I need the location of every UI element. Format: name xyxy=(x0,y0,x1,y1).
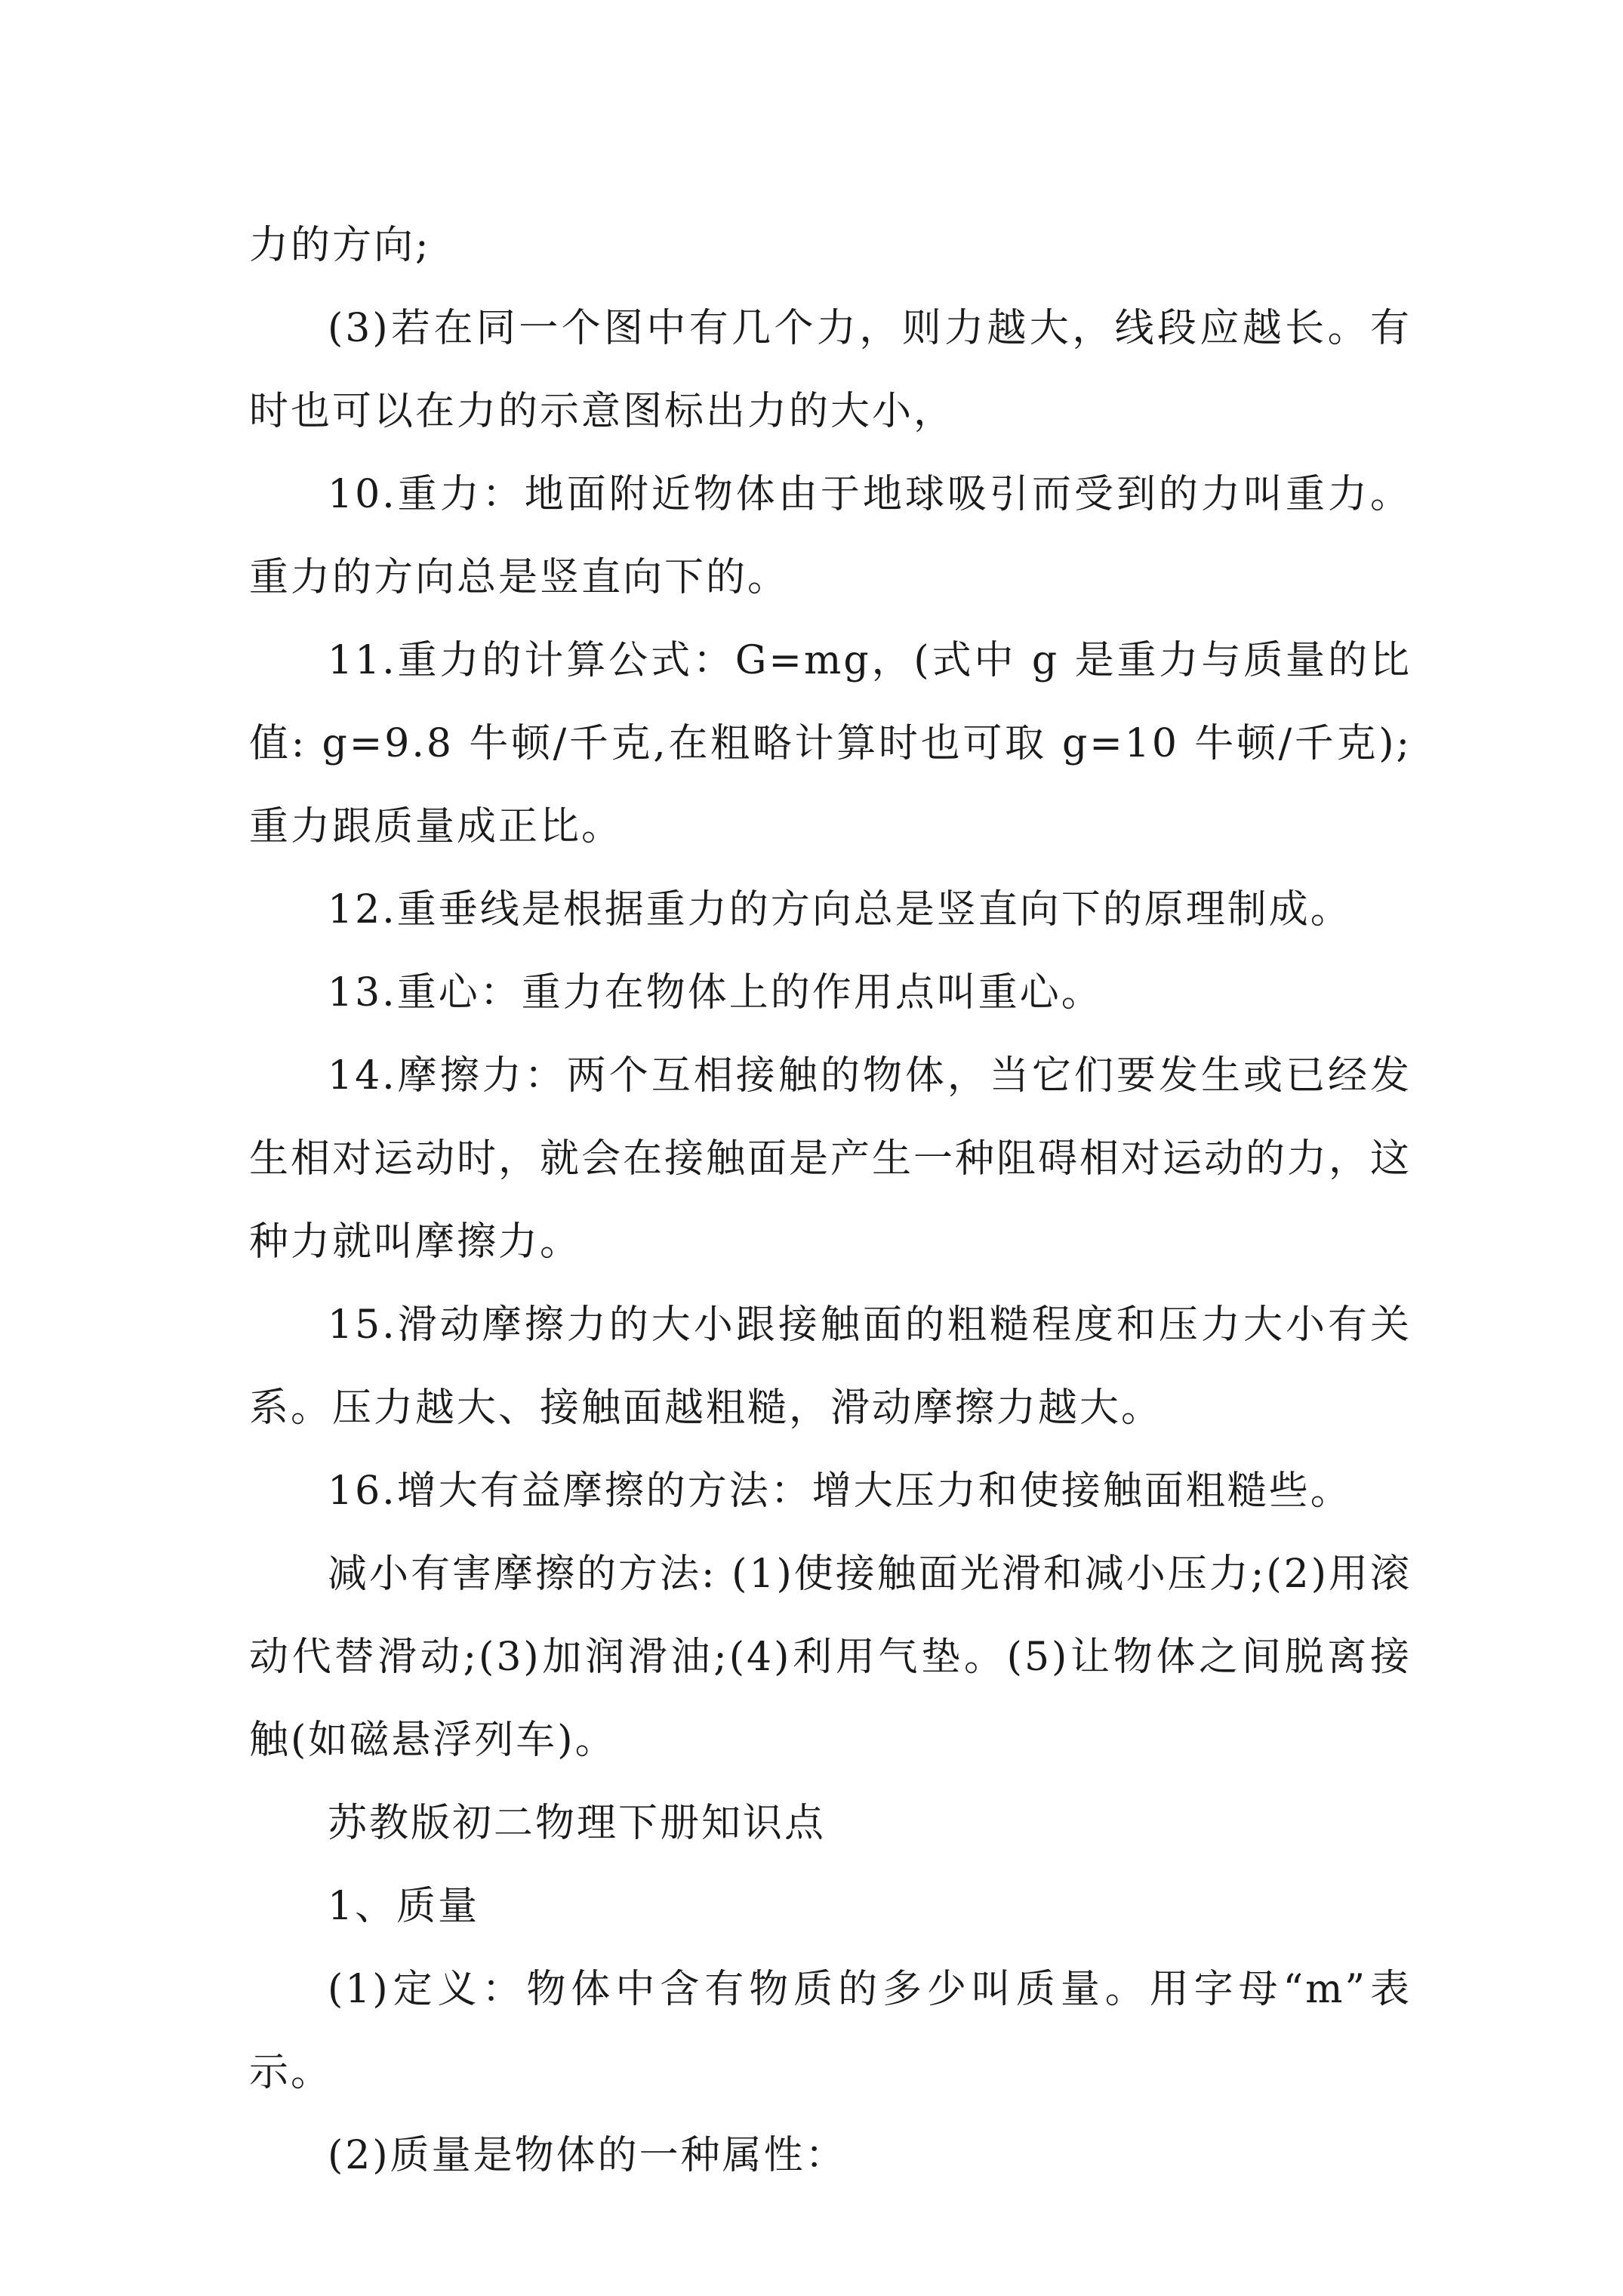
paragraph: (2)质量是物体的一种属性： xyxy=(328,2133,847,2178)
paragraph: 力的方向; xyxy=(249,223,431,268)
paragraph: 16.增大有益摩擦的方法：增大压力和使接触面粗糙些。 xyxy=(328,1469,1352,1514)
paragraph: 13.重心：重力在物体上的作用点叫重心。 xyxy=(328,970,1103,1015)
paragraph: (1)定义：物体中含有物质的多少叫质量。用字母“m”表示。 xyxy=(249,1967,1412,2095)
paragraph: 15.滑动摩擦力的大小跟接触面的粗糙程度和压力大小有关系。压力越大、接触面越粗糙，滑动摩擦力越大。 xyxy=(249,1302,1412,1431)
paragraph: (3)若在同一个图中有几个力，则力越大，线段应越长。有时也可以在力的示意图标出力的大小， xyxy=(249,306,1412,434)
section-heading: 苏教版初二物理下册知识点 xyxy=(328,1801,827,1846)
paragraph: 12.重垂线是根据重力的方向总是竖直向下的原理制成。 xyxy=(328,887,1352,932)
subsection-heading: 1、质量 xyxy=(328,1884,480,1929)
document-body xyxy=(249,204,1412,2197)
paragraph: 14.摩擦力：两个互相接触的物体，当它们要发生或已经发生相对运动时，就会在接触面是产生一种阻碍相对运动的力，这种力就叫摩擦力。 xyxy=(249,1053,1412,1265)
paragraph: 11.重力的计算公式：G=mg，(式中 g 是重力与质量的比值: g=9.8 牛顿/千克,在粗略计算时也可取 g=10 牛顿/千克);重力跟质量成正比。 xyxy=(249,638,1412,849)
paragraph: 10.重力：地面附近物体由于地球吸引而受到的力叫重力。重力的方向总是竖直向下的。 xyxy=(249,472,1412,600)
paragraph: 减小有害摩擦的方法: (1)使接触面光滑和减小压力;(2)用滚动代替滑动;(3)加润滑油;(4)利用气垫。(5)让物体之间脱离接触(如磁悬浮列车)。 xyxy=(249,1552,1412,1763)
